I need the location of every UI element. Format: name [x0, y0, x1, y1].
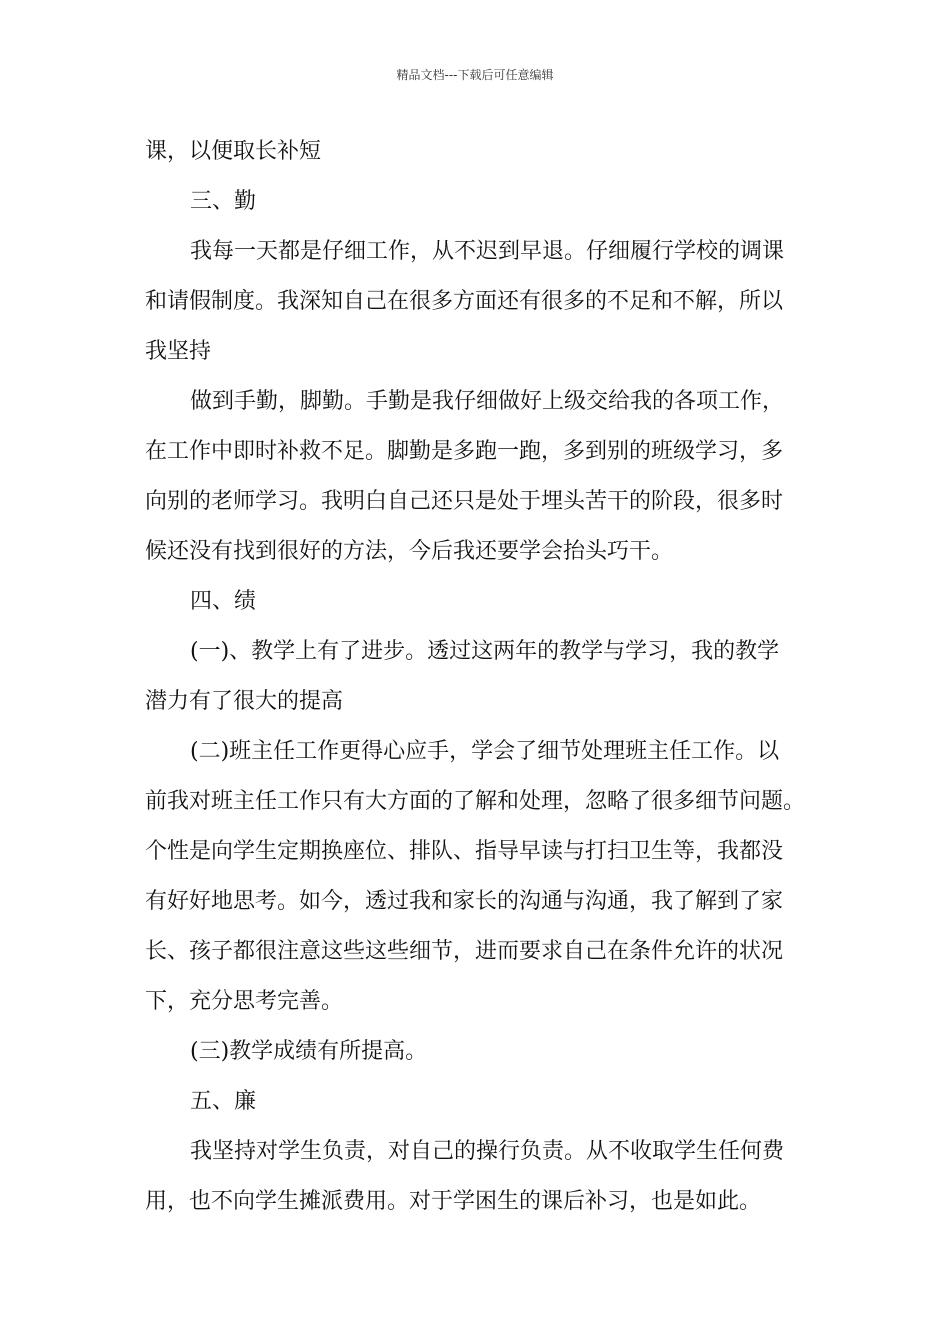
page-header: 精品文档---下载后可任意编辑 — [396, 68, 554, 82]
text-line: (二)班主任工作更得心应手，学会了细节处理班主任工作。以 — [190, 739, 780, 764]
text-line: 课，以便取长补短 — [145, 139, 322, 164]
text-line: 我坚持对学生负责，对自己的操行负责。从不收取学生任何费 — [190, 1139, 785, 1164]
text-line: 用，也不向学生摊派费用。对于学困生的课后补习，也是如此。 — [145, 1189, 762, 1214]
text-line: 个性是向学生定期换座位、排队、指导早读与打扫卫生等，我都没 — [145, 839, 784, 864]
text-line: (三)教学成绩有所提高。 — [190, 1039, 428, 1064]
section-heading-ji: 四、绩 — [190, 589, 257, 614]
text-line: 前我对班主任工作只有大方面的了解和处理，忽略了很多细节问题。 — [145, 789, 806, 814]
text-line: 向别的老师学习。我明白自己还只是处于埋头苦干的阶段，很多时 — [145, 489, 784, 514]
text-line: (一)、教学上有了进步。透过这两年的教学与学习，我的教学 — [190, 639, 780, 664]
text-line: 下，充分思考完善。 — [145, 989, 344, 1014]
text-line: 我坚持 — [145, 339, 212, 364]
text-line: 长、孩子都很注意这些这些细节，进而要求自己在条件允许的状况 — [145, 939, 784, 964]
text-line: 潜力有了很大的提高 — [145, 689, 344, 714]
text-line: 和请假制度。我深知自己在很多方面还有很多的不足和不解，所以 — [145, 289, 784, 314]
section-heading-qin: 三、勤 — [190, 189, 257, 214]
text-line: 我每一天都是仔细工作，从不迟到早退。仔细履行学校的调课 — [190, 239, 785, 264]
section-heading-lian: 五、廉 — [190, 1089, 257, 1114]
text-line: 在工作中即时补救不足。脚勤是多跑一跑，多到别的班级学习，多 — [145, 439, 784, 464]
text-line: 做到手勤，脚勤。手勤是我仔细做好上级交给我的各项工作， — [190, 389, 785, 414]
text-line: 有好好地思考。如今，透过我和家长的沟通与沟通，我了解到了家 — [145, 889, 784, 914]
text-line: 候还没有找到很好的方法，今后我还要学会抬头巧干。 — [145, 539, 674, 564]
document-body — [145, 127, 825, 1227]
